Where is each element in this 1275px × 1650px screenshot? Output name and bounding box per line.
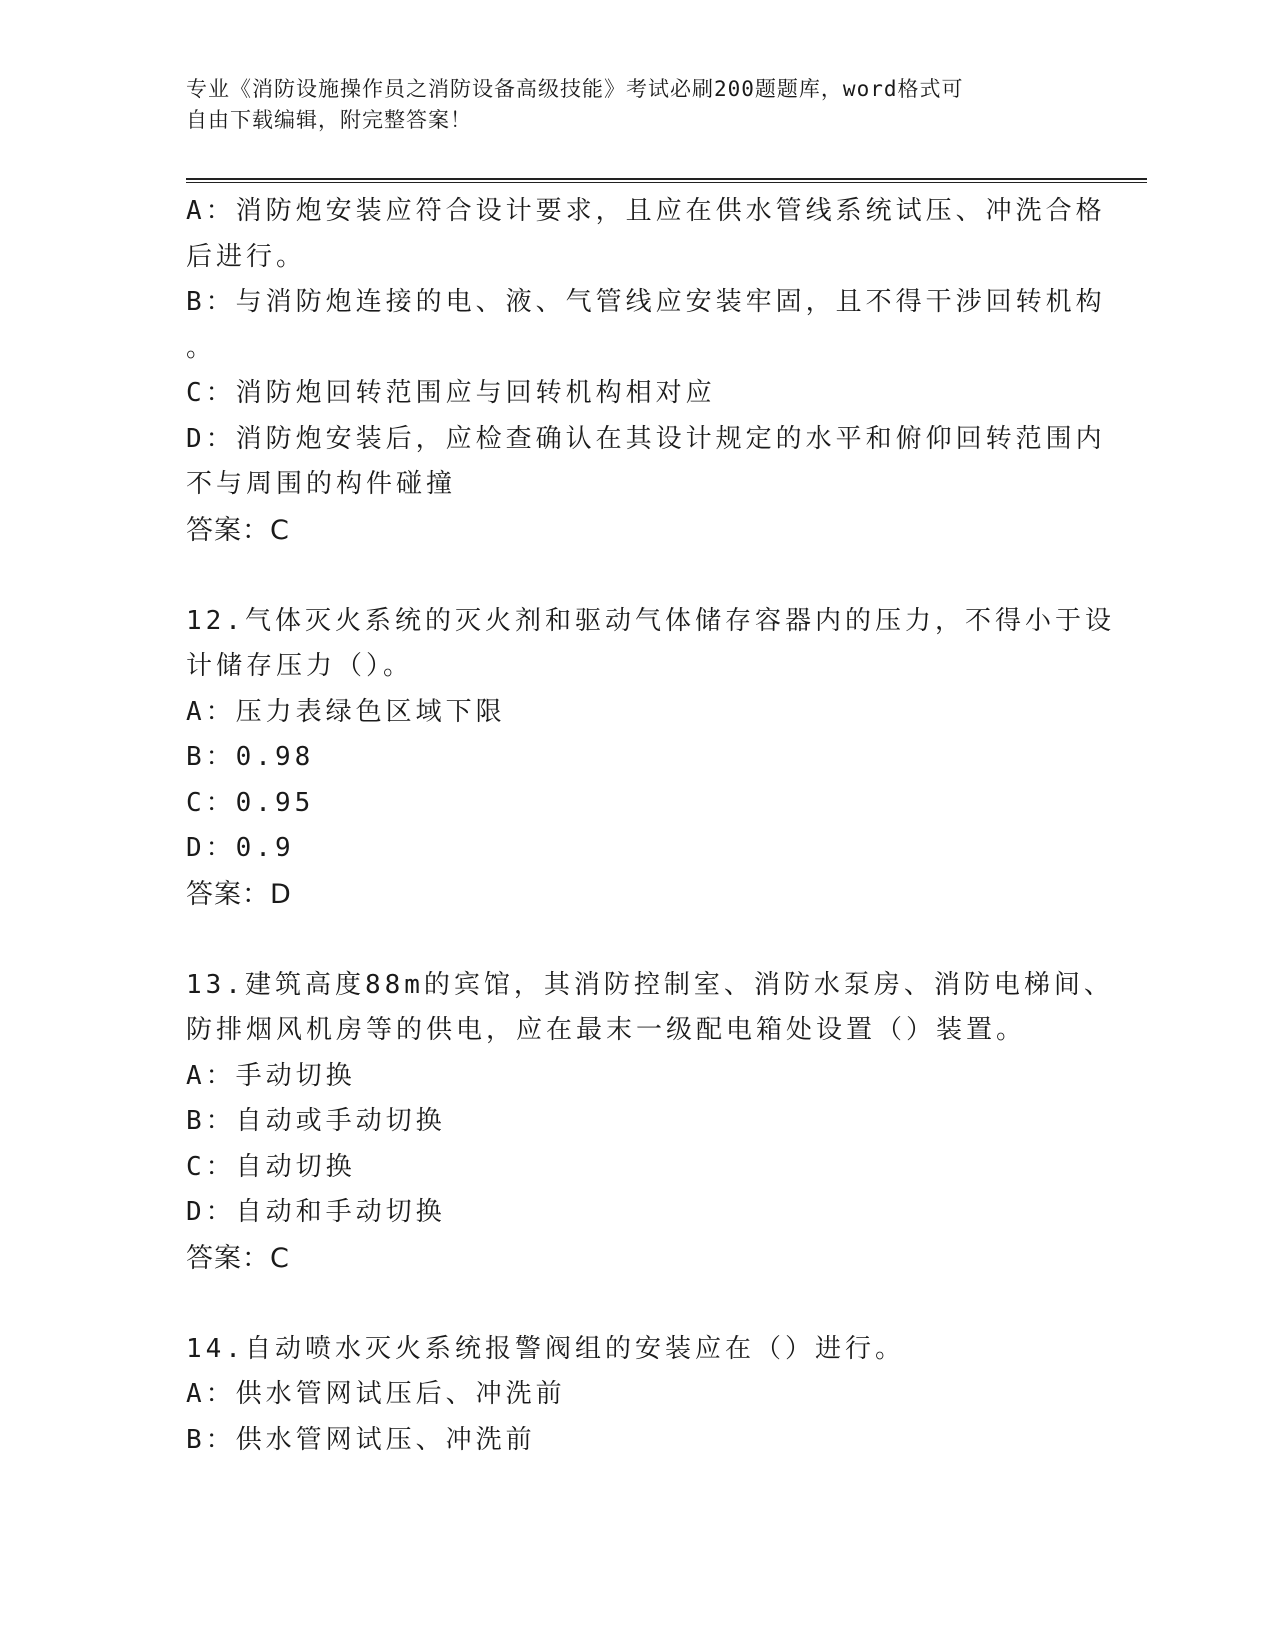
option-c: C：0.95	[186, 787, 315, 818]
question-stem-line-2: 计储存压力（）。	[186, 651, 414, 681]
answer: 答案：C	[186, 514, 290, 546]
question-stem-line-2: 防排烟风机房等的供电，应在最末一级配电箱处设置（）装置。	[186, 1015, 1027, 1045]
option-a: A：压力表绿色区域下限	[186, 696, 506, 727]
document-header	[186, 74, 1086, 136]
option-a: A：供水管网试压后、冲洗前	[186, 1379, 566, 1409]
option-b: B：自动或手动切换	[186, 1106, 446, 1136]
question-stem-line-1: 12.气体灭火系统的灭火剂和驱动气体储存容器内的压力，不得小于设	[186, 605, 1115, 636]
question-14	[186, 1327, 1086, 1464]
option-b-line-2: 。	[186, 332, 217, 363]
option-d: D：自动和手动切换	[186, 1197, 446, 1227]
option-b-line-1: B：与消防炮连接的电、液、气管线应安装牢固，且不得干涉回转机构	[186, 287, 1106, 317]
option-b: B：0.98	[186, 742, 315, 772]
option-c: C：自动切换	[186, 1151, 356, 1182]
spacer	[186, 917, 1086, 963]
answer: 答案：D	[186, 878, 292, 910]
option-a-line-1: A：消防炮安装应符合设计要求，且应在供水管线系统试压、冲洗合格	[186, 196, 1106, 226]
spacer	[186, 553, 1086, 599]
question-stem-line-1: 13.建筑高度88m的宾馆，其消防控制室、消防水泵房、消防电梯间、	[186, 969, 1114, 1000]
option-a-line-2: 后进行。	[186, 241, 307, 272]
header-line-2: 自由下载编辑，附完整答案！	[186, 108, 472, 132]
option-b: B：供水管网试压、冲洗前	[186, 1424, 536, 1455]
answer: 答案：C	[186, 1242, 290, 1274]
question-13	[186, 963, 1114, 1282]
option-c: C：消防炮回转范围应与回转机构相对应	[186, 378, 716, 408]
question-11	[186, 189, 1106, 553]
header-divider-thin	[186, 182, 1147, 183]
option-d-line-1: D：消防炮安装后，应检查确认在其设计规定的水平和俯仰回转范围内	[186, 423, 1106, 454]
option-a: A：手动切换	[186, 1060, 356, 1091]
header-divider	[186, 178, 1147, 180]
header-line-1: 专业《消防设施操作员之消防设备高级技能》考试必刷200题题库，word格式可	[186, 77, 964, 101]
question-stem: 14.自动喷水灭火系统报警阀组的安装应在（）进行。	[186, 1333, 905, 1364]
question-content	[186, 189, 1115, 1463]
spacer	[186, 1281, 1086, 1327]
question-12	[186, 599, 1115, 918]
option-d-line-2: 不与周围的构件碰撞	[186, 469, 457, 499]
option-d: D：0.9	[186, 833, 295, 863]
